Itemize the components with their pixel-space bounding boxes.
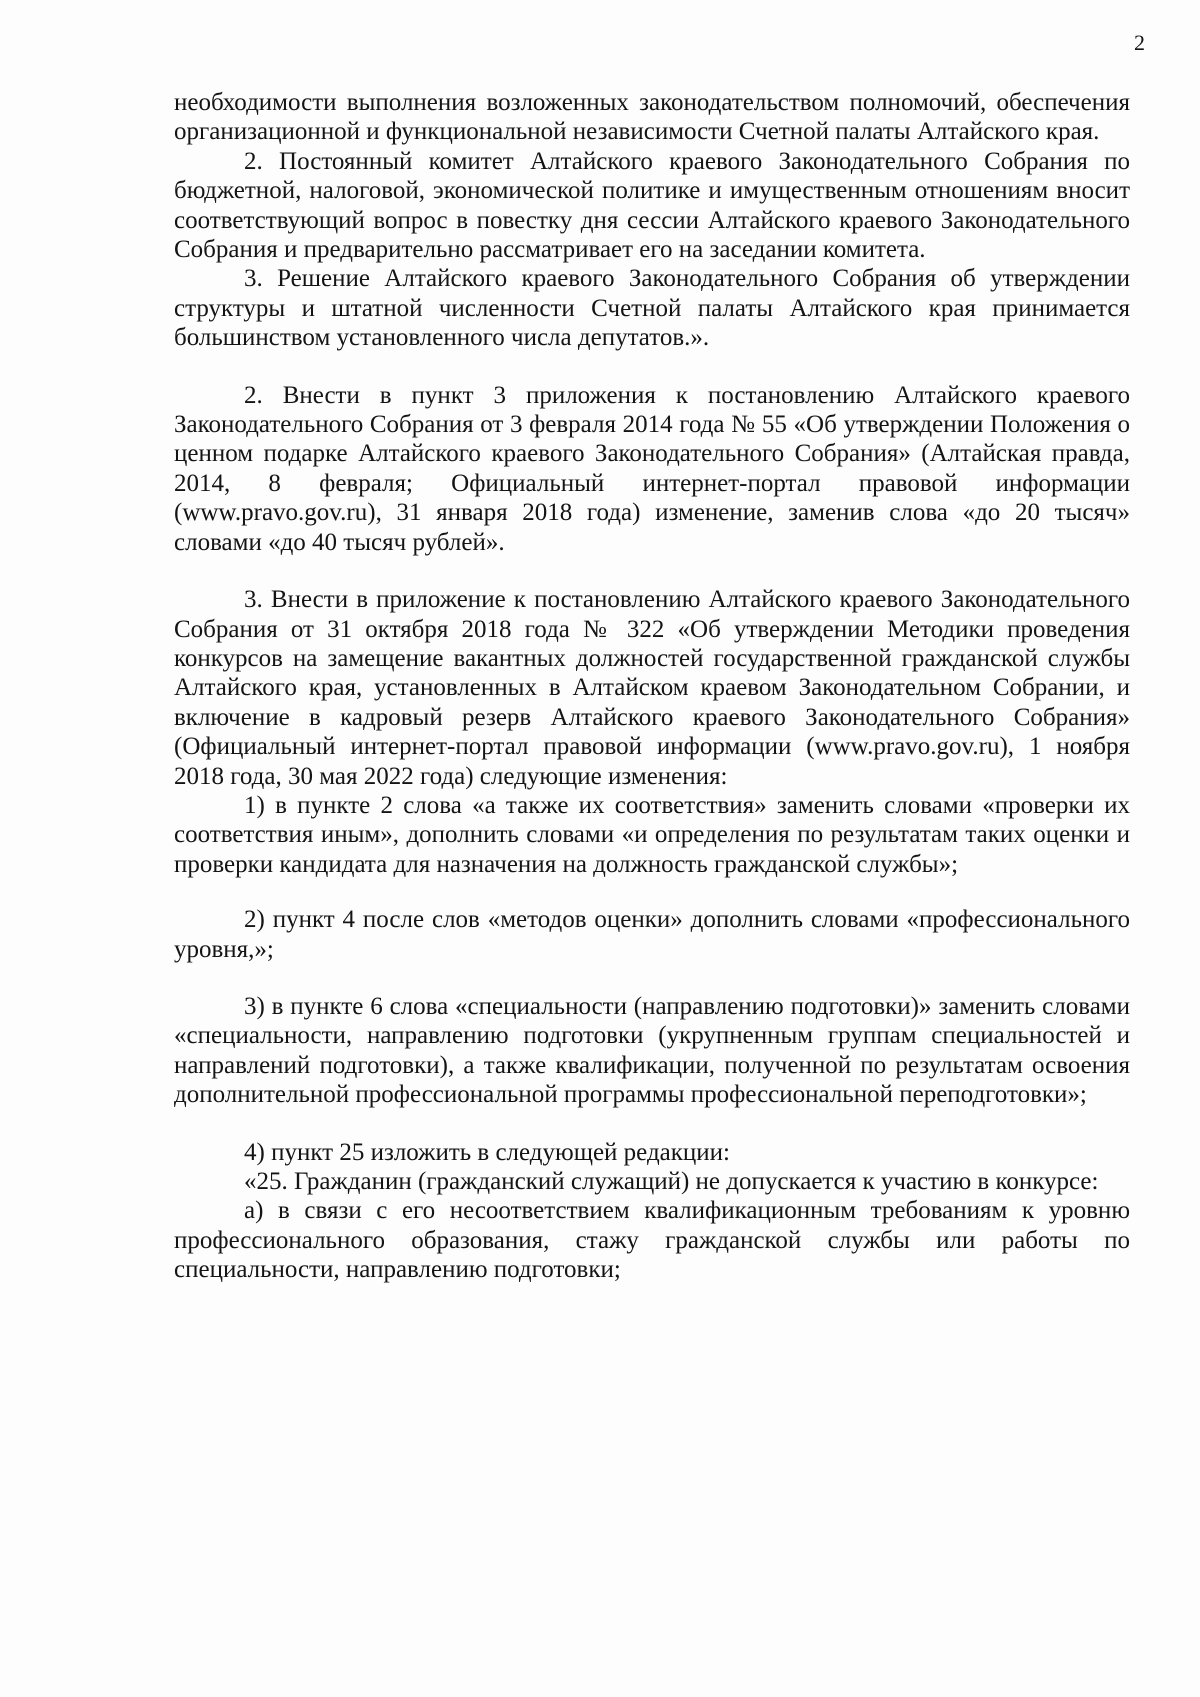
paragraph-point-3: 3. Решение Алтайского краевого Законодательного Собрания об утверждении структуры и штатной численности Счетной палаты Алтайского края принимается большинством установленного числа депутатов.». bbox=[174, 265, 1130, 352]
paragraph-item-4-a: а) в связи с его несоответствием квалификационным требованиям к уровню профессионального образования, стажу гражданской службы или работы по специальности, направлению подготовки; bbox=[174, 1197, 1130, 1284]
paragraph-point-2: 2. Постоянный комитет Алтайского краевого Законодательного Собрания по бюджетной, налоговой, экономической политике и имущественным отношениям вносит соответствующий вопрос в повестку дня сессии Алтайского краевого Законодательного Собрания и предварительно рассматривает его на заседании комитета. bbox=[174, 147, 1130, 264]
document-body bbox=[174, 88, 1130, 1285]
paragraph-item-1: 1) в пункте 2 слова «а также их соответствия» заменить словами «проверки их соответствия иным», дополнить словами «и определения по результатам таких оценки и проверки кандидата для назначения на должность гражданской службы»; bbox=[174, 791, 1130, 878]
paragraph-item-3: 3) в пункте 6 слова «специальности (направлению подготовки)» заменить словами «специальности, направлению подготовки (укрупненным группам специальностей и направлений подготовки), а также квалификации, полученной по результатам освоения дополнительной профессиональной программы профессиональной переподготовки»; bbox=[174, 992, 1130, 1109]
paragraph-section-2: 2. Внести в пункт 3 приложения к постановлению Алтайского краевого Законодательного Собрания от 3 февраля 2014 года № 55 «Об утверждении Положения о ценном подарке Алтайского краевого Законодательного Собрания» (Алтайская правда, 2014, 8 февраля; Официальный интернет-портал правовой информации (www.pravo.gov.ru), 31 января 2018 года) изменение, заменив слова «до 20 тысяч» словами «до 40 тысяч рублей». bbox=[174, 381, 1130, 556]
paragraph-item-4: 4) пункт 25 изложить в следующей редакции: bbox=[244, 1138, 730, 1166]
paragraph-section-3: 3. Внести в приложение к постановлению Алтайского краевого Законодательного Собрания от 31 октября 2018 года № 322 «Об утверждении Методики проведения конкурсов на замещение вакантных должностей государственной гражданской службы Алтайского края, установленных в Алтайском краевом Законодательном Собрании, и включение в кадровый резерв Алтайского краевого Законодательного Собрания» (Официальный интернет-портал правовой информации (www.pravo.gov.ru), 1 ноября 2018 года, 30 мая 2022 года) следующие изменения: bbox=[174, 586, 1130, 790]
paragraph-continuation: необходимости выполнения возложенных законодательством полномочий, обеспечения организационной и функциональной независимости Счетной палаты Алтайского края. bbox=[174, 89, 1130, 146]
page-number: 2 bbox=[1134, 30, 1145, 55]
paragraph-item-4-quote: «25. Гражданин (гражданский служащий) не допускается к участию в конкурсе: bbox=[244, 1168, 1099, 1195]
paragraph-item-2: 2) пункт 4 после слов «методов оценки» дополнить словами «профессионального уровня,»; bbox=[174, 906, 1130, 963]
